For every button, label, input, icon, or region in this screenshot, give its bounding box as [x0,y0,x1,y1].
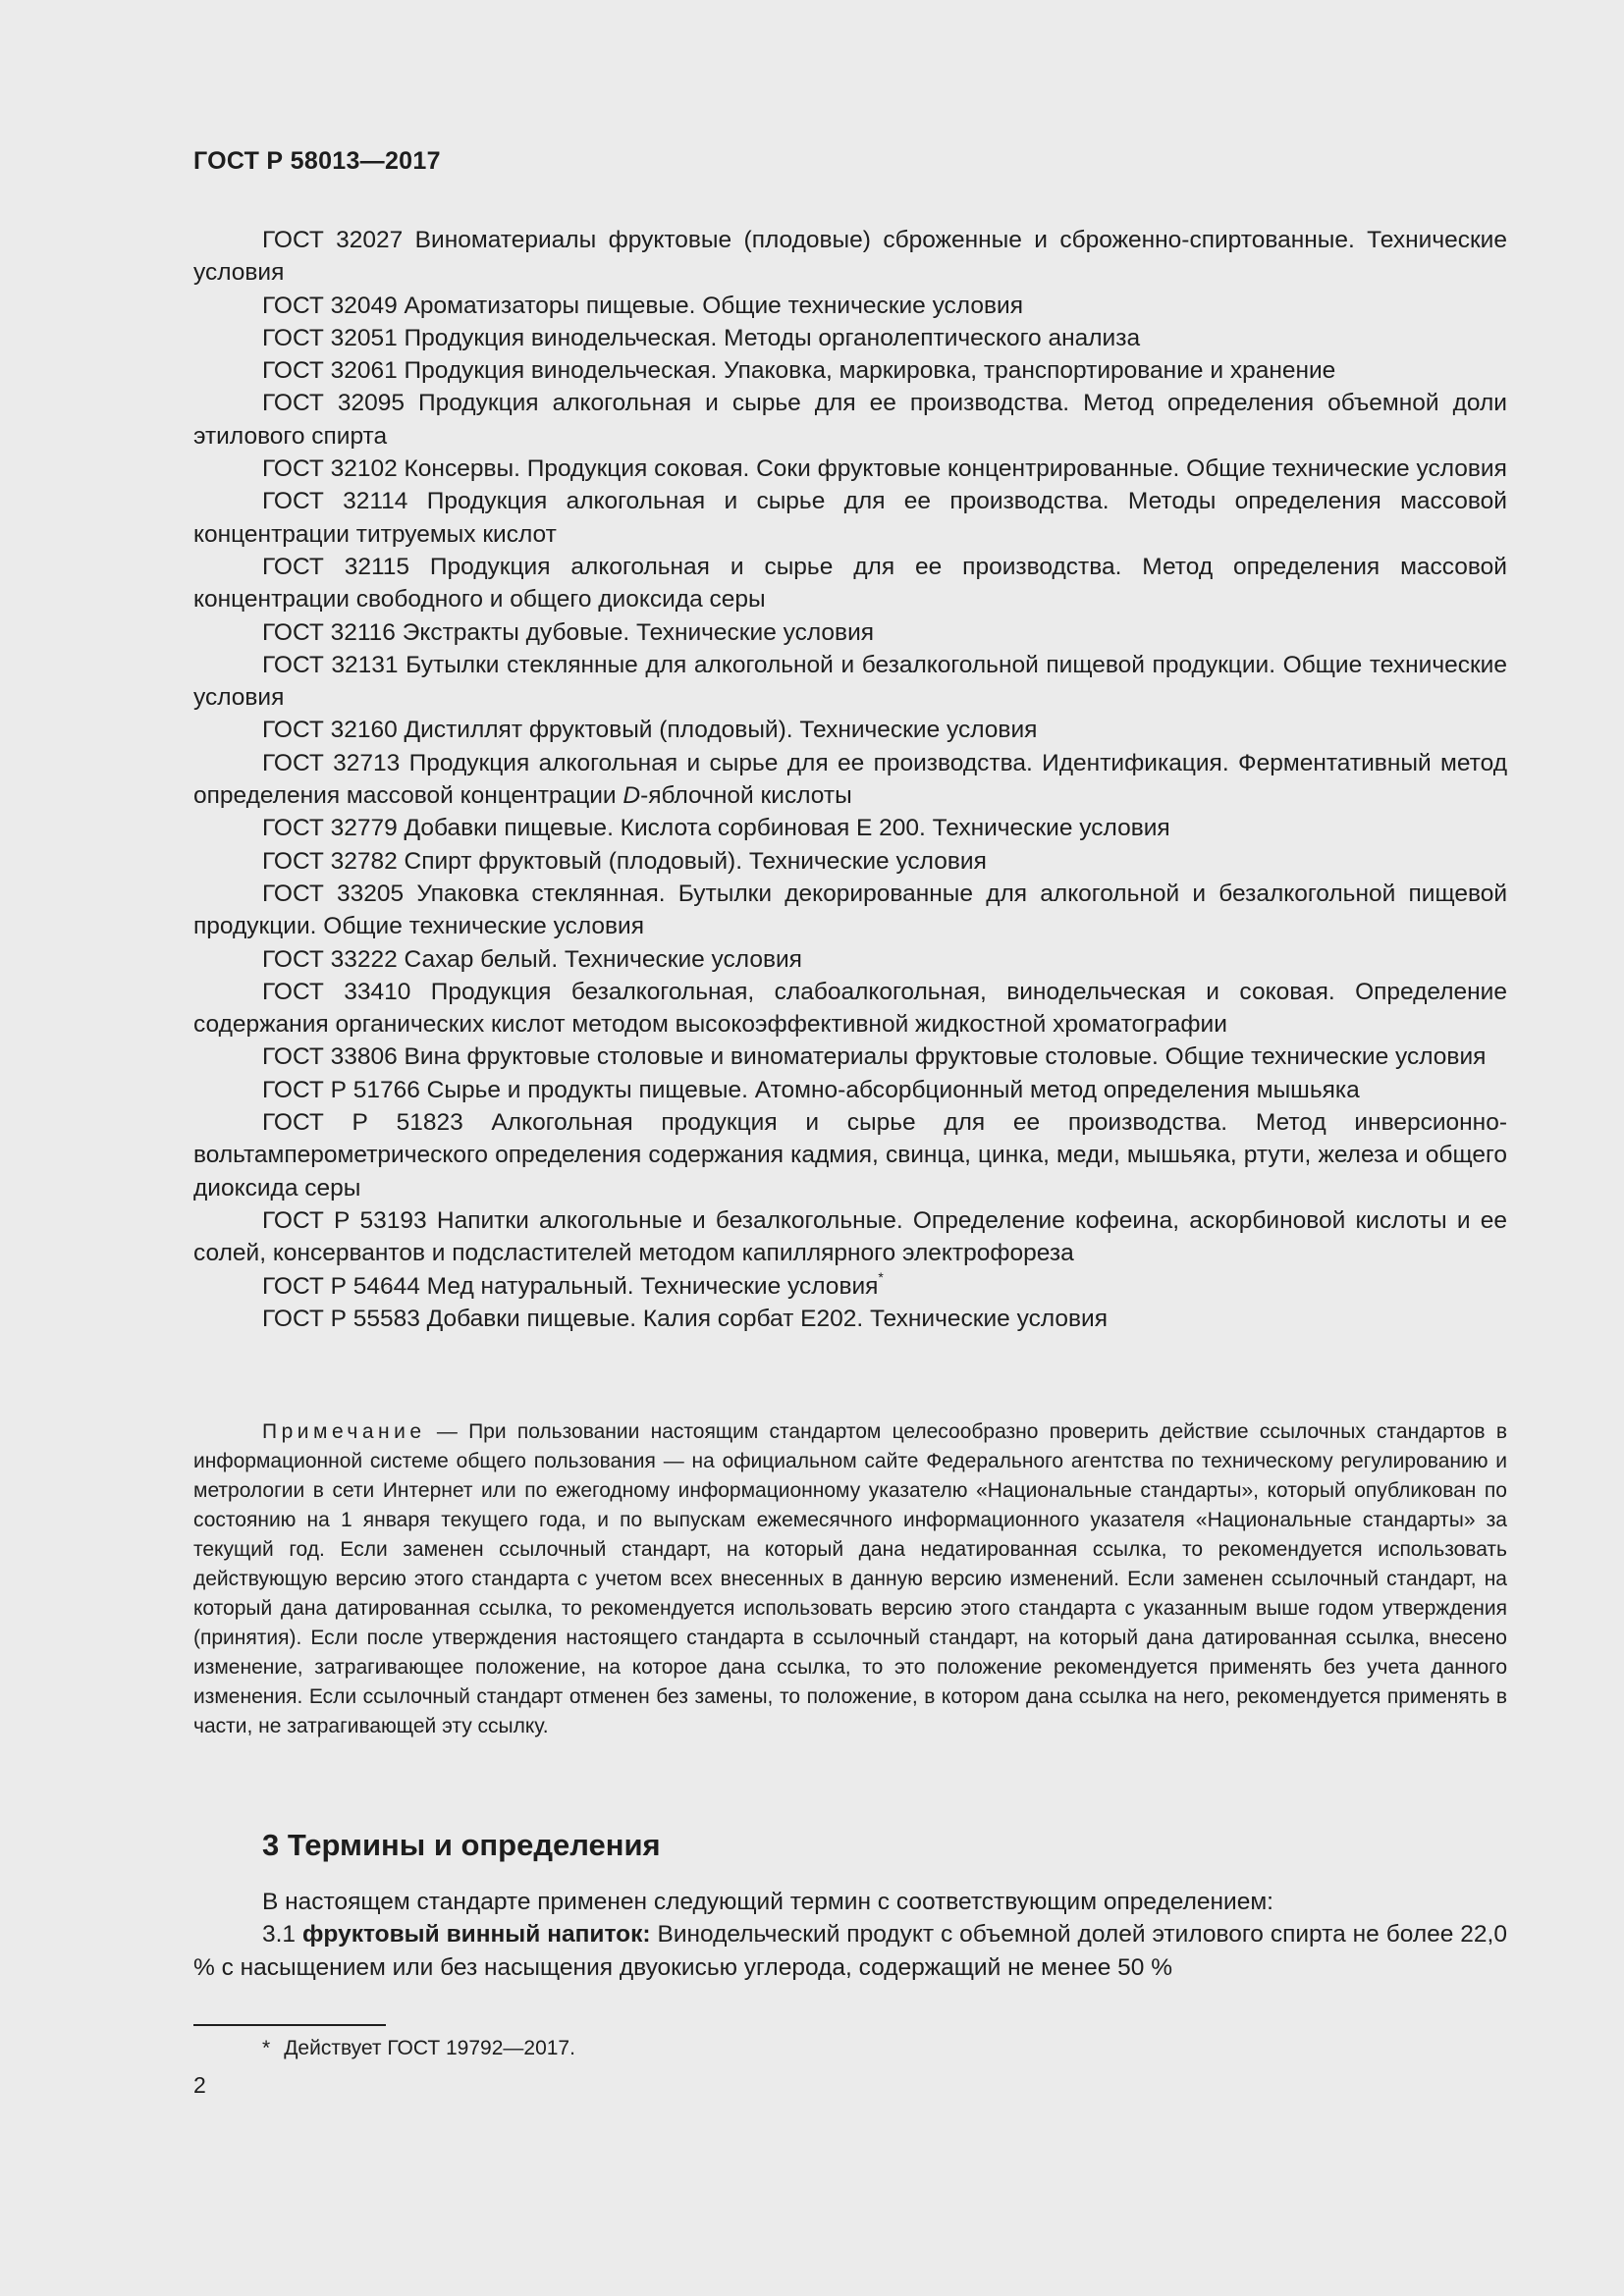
reference-item: ГОСТ Р 54644 Мед натуральный. Технические условия* [262,1269,884,1300]
reference-item: ГОСТ Р 51823 Алкогольная продукция и сырье для ее производства. Метод инверсионно-вольтамперометрического определения содержания кадмия, свинца, цинка, меди, мышьяка, ртути, железа и общего диоксида серы [193,1109,1507,1201]
reference-item: ГОСТ 32051 Продукция винодельческая. Методы органолептического анализа [262,324,1141,351]
reference-item: ГОСТ 32095 Продукция алкогольная и сырье для ее производства. Метод определения объемной доли этилового спирта [193,390,1507,450]
reference-item: ГОСТ 32779 Добавки пищевые. Кислота сорбиновая Е 200. Технические условия [262,815,1170,842]
italic-d: D [623,782,641,810]
terms-section-body [193,1886,1507,1984]
reference-item: ГОСТ 32049 Ароматизаторы пищевые. Общие технические условия [262,292,1023,319]
note-paragraph [193,1417,1507,1741]
reference-item: ГОСТ 32027 Виноматериалы фруктовые (плодовые) сброженные и сброженно-спиртованные. Технические условия [193,227,1507,287]
reference-item: ГОСТ 32131 Бутылки стеклянные для алкогольной и безалкогольной пищевой продукции. Общие технические условия [193,651,1507,712]
reference-item: ГОСТ 32115 Продукция алкогольная и сырье для ее производства. Метод определения массовой концентрации свободного и общего диоксида серы [193,553,1507,614]
footnote [262,2034,575,2063]
reference-item: ГОСТ Р 55583 Добавки пищевые. Калия сорбат Е202. Технические условия [262,1305,1108,1332]
reference-item: ГОСТ 33222 Сахар белый. Технические условия [262,945,802,973]
note-text: — При пользовании настоящим стандартом целесообразно проверить действие ссылочных стандартов в информационной системе общего пользования — на официальном сайте Федерального агентства по техническому регулированию и метрологии в сети Интернет или по ежегодному информационному указателю «Национальные стандарты», который опубликован по состоянию на 1 января текущего года, и по выпускам ежемесячного информационного указателя «Национальные стандарты» за текущий год. Если заменен ссылочный стандарт, на который дана недатированная ссылка, то рекомендуется использовать действующую версию этого стандарта с учетом всех внесенных в данную версию изменений. Если заменен ссылочный стандарт, на который дана датированная ссылка, то рекомендуется использовать версию этого стандарта с указанным выше годом утверждения (принятия). Если после утверждения настоящего стандарта в ссылочный стандарт, на который дана датированная ссылка, внесено изменение, затрагивающее положение, на которое дана ссылка, то это положение рекомендуется применять без учета данного изменения. Если ссылочный стандарт отменен без замены, то положение, в котором дана ссылка на него, рекомендуется применять в части, не затрагивающей эту ссылку. [193,1420,1507,1737]
normative-references-list [193,224,1507,1335]
reference-item: ГОСТ Р 53193 Напитки алкогольные и безалкогольные. Определение кофеина, аскорбиновой кислоты и ее солей, консервантов и подсластителей методом капиллярного электрофореза [193,1206,1507,1267]
reference-item: ГОСТ 33410 Продукция безалкогольная, слабоалкогольная, винодельческая и соковая. Определение содержания органических кислот методом высокоэффективной жидкостной хроматографии [193,978,1507,1039]
term-definition: 3.1 фруктовый винный напиток: Винодельческий продукт с объемной долей этилового спирта не более 22,0 % с насыщением или без насыщения двуокисью углерода, содержащий не менее 50 % [193,1921,1507,1981]
reference-item: ГОСТ 32114 Продукция алкогольная и сырье для ее производства. Методы определения массовой концентрации титруемых кислот [193,488,1507,548]
reference-item: ГОСТ 33205 Упаковка стеклянная. Бутылки декорированные для алкогольной и безалкогольной пищевой продукции. Общие технические условия [193,880,1507,940]
document-header: ГОСТ Р 58013—2017 [193,147,441,175]
footnote-marker: * [878,1269,884,1286]
page-number: 2 [193,2072,206,2098]
reference-item: ГОСТ Р 51766 Сырье и продукты пищевые. Атомно-абсорбционный метод определения мышьяка [262,1076,1360,1103]
reference-item: ГОСТ 32061 Продукция винодельческая. Упаковка, маркировка, транспортирование и хранение [262,357,1336,385]
reference-item: ГОСТ 32782 Спирт фруктовый (плодовый). Технические условия [262,847,987,875]
reference-item: ГОСТ 32713 Продукция алкогольная и сырье для ее производства. Идентификация. Ферментативный метод определения массовой концентрации D-яблочной кислоты [193,749,1507,810]
note-label: Примечание [262,1420,426,1443]
footnote-divider [193,2024,386,2026]
term-name: фруктовый винный напиток: [301,1921,651,1949]
footnote-text: Действует ГОСТ 19792—2017. [284,2037,575,2059]
terms-intro: В настоящем стандарте применен следующий термин с соответствующим определением: [262,1889,1273,1915]
footnote-mark: * [262,2037,271,2059]
reference-item: ГОСТ 33806 Вина фруктовые столовые и виноматериалы фруктовые столовые. Общие технические условия [262,1043,1487,1071]
reference-item: ГОСТ 32116 Экстракты дубовые. Технические условия [262,618,875,646]
reference-item: ГОСТ 32102 Консервы. Продукция соковая. Соки фруктовые концентрированные. Общие технические условия [262,455,1507,483]
section-title: 3 Термины и определения [262,1828,661,1862]
reference-item: ГОСТ 32160 Дистиллят фруктовый (плодовый). Технические условия [262,717,1038,744]
